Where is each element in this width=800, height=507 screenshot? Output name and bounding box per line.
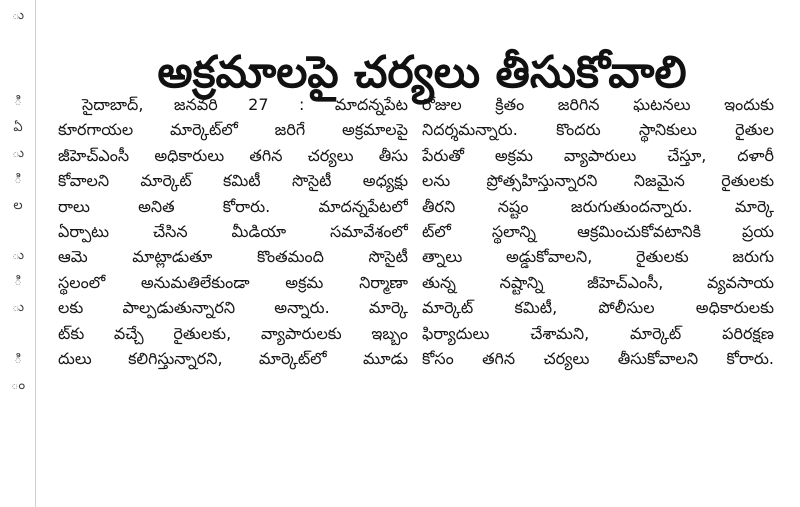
article-line: దులు కలిగిస్తున్నారని, మార్కెట్‌లో మూడు <box>58 348 408 368</box>
clipped-char: ి <box>14 94 22 109</box>
article-line: ఫిర్యాదులు చేశామని, మార్కెట్ పరిరక్షణ <box>422 323 774 343</box>
clipped-char: ు <box>11 146 24 161</box>
article-line: ఏర్పాటు చేసిన మీడియా సమావేశంలో <box>58 221 408 241</box>
clipped-char: ు <box>11 8 24 23</box>
article-column-left <box>58 92 408 371</box>
clipped-adjacent-column <box>0 0 36 507</box>
article-line: లకు పాల్పడుతున్నారని అన్నారు. మార్కె <box>58 298 408 318</box>
article-line: మార్కెట్ కమిటీ, పోలీసుల అధికారులకు <box>422 298 774 318</box>
clipped-char: ల <box>13 198 23 213</box>
clipped-char: ు <box>11 300 24 315</box>
clipped-char: ి <box>14 274 22 289</box>
article-line: రోజుల క్రితం జరిగిన ఘటనలు ఇందుకు <box>422 95 774 114</box>
article-line: లను ప్రోత్సహిస్తున్నారని నిజమైన రైతులకు <box>422 171 774 191</box>
article-line: సైదాబాద్, జనవరి 27 : మాదన్నపేట <box>82 95 408 114</box>
clipped-char: ు <box>11 248 24 263</box>
article-headline: అక్రమాలపై చర్యలు తీసుకోవాలి <box>157 47 687 99</box>
article-line: ట్‌కు వచ్చే రైతులకు, వ్యాపారులకు ఇబ్బం <box>58 323 408 343</box>
article-line: కూరగాయల మార్కెట్‌లో జరిగే అక్రమాలపై <box>58 120 408 140</box>
clipped-char: ఏ <box>13 120 23 135</box>
article-line: తున్న నష్టాన్ని జీహెచ్‌ఎంసీ, వ్యవసాయ <box>422 272 774 292</box>
article-line: పేరుతో అక్రమ వ్యాపారులు చేస్తూ, దళారీ <box>422 145 774 165</box>
article-line: జీహెచ్‌ఎంసీ అధికారులు తగిన చర్యలు తీసు <box>58 145 408 165</box>
article-line: కోవాలని మార్కెట్ కమిటీ సొసైటీ అధ్యక్షు <box>58 171 408 191</box>
clipped-char: ి <box>14 172 22 187</box>
article-line: ఆమె మాట్లాడుతూ కొంతమంది సొసైటీ <box>58 247 408 267</box>
article-column-right <box>422 92 774 371</box>
article-line: కోసం తగిన చర్యలు తీసుకోవాలని కోరారు. <box>422 348 774 368</box>
article-line: తీరని నష్టం జరుగుతుందన్నారు. మార్కె <box>422 196 774 216</box>
article-line: త్నాలు అడ్డుకోవాలని, రైతులకు జరుగు <box>422 247 774 267</box>
article-line: రాలు అనిత కోరారు. మాదన్నపేటలో <box>58 196 408 216</box>
clipped-char: ం <box>10 378 26 393</box>
clipped-char: ి <box>14 352 22 367</box>
article-line: ట్‌లో స్థలాన్ని ఆక్రమించుకోవటానికి ప్రయ <box>422 221 774 241</box>
article-line: నిదర్శమన్నారు. కొందరు స్థానికులు రైతుల <box>422 120 774 140</box>
article-line: స్థలంలో అనుమతిలేకుండా అక్రమ నిర్మాణా <box>58 272 408 292</box>
